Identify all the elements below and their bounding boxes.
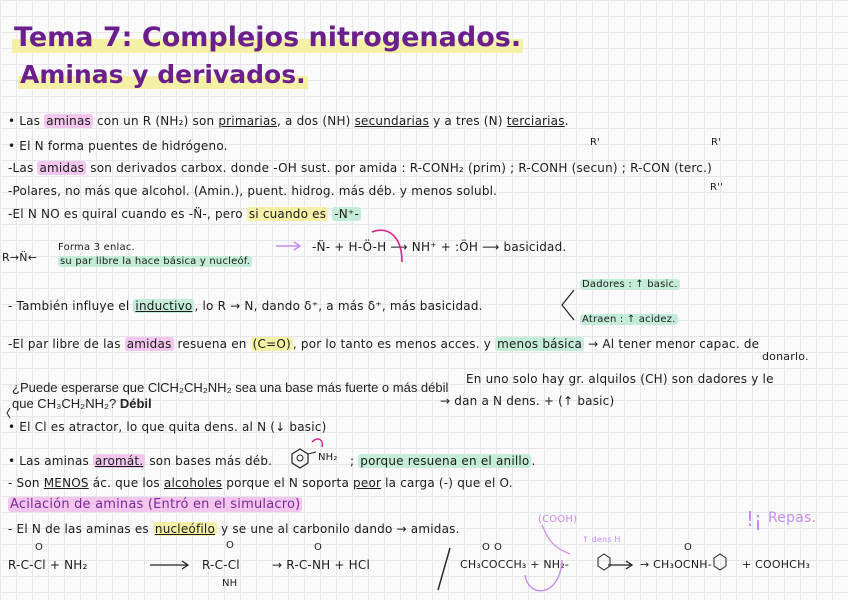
highlight-amidas: amidas (126, 337, 172, 351)
highlight-par-libre: su par libre la hace básica y nucleóf. (60, 256, 251, 267)
highlight-dadores: Dadores : ↑ basic. (582, 279, 678, 290)
basicity-equation: -N̈- + H-Ö-H ⟶ NH⁺ + :ÖH ⟶ basicidad. (312, 240, 567, 254)
repas-label: Repas. (768, 510, 817, 526)
highlight-amidas: amidas (39, 161, 85, 175)
carbonyl-o: O (314, 542, 323, 553)
text: , a dos (NH) (276, 114, 355, 128)
term-menos: MENOS (43, 476, 89, 490)
substituent-label: R'' (710, 182, 724, 193)
benzene-nh2-label: NH₂ (318, 452, 338, 463)
note-line-4: -Polares, no más que alcohol. (Amin.), puent. hidrog. más déb. y menos solubl. (8, 184, 498, 198)
anhydride-o: O (482, 542, 491, 553)
highlight-inductivo: inductivo (135, 299, 193, 313)
text: la carga (-) que el O. (381, 476, 513, 490)
proton-arrow-icon (542, 525, 570, 554)
title-line-2: Aminas y derivados. (20, 60, 306, 89)
text: , lo R → N, dando δ⁺, a más δ⁺, más basicidad. (194, 299, 483, 313)
text: resuena en (173, 337, 251, 351)
benzene-inner-icon (297, 455, 303, 461)
side-note-2: → dan a N dens. + (↑ basic) (440, 394, 615, 408)
amine-structure: R→N̈← (2, 251, 38, 264)
text: y se une al carbonilo dando → amidas. (217, 522, 460, 536)
term-peor: peor (353, 476, 382, 490)
text: y a tres (N) (429, 114, 507, 128)
text: → Al tener menor capac. de (584, 337, 760, 351)
benzene-ring-icon (292, 449, 308, 468)
product-o: O (684, 542, 693, 553)
text: . (531, 454, 536, 468)
reaction-arrow-icon (150, 561, 188, 569)
text: son bases más déb. (145, 454, 273, 468)
text: -Las (8, 161, 38, 175)
text: ; (350, 454, 359, 468)
question-text: que CH₃CH₂NH₂? (12, 396, 117, 411)
carbonyl-o: O (226, 540, 235, 551)
highlight-heading: Acilación de aminas (Entró en el simulacro) (10, 497, 301, 512)
note-line-2: • El N forma puentes de hidrógeno. (8, 139, 228, 153)
text: -El N NO es quiral cuando es -N̈-, pero (8, 207, 247, 221)
text: , por lo tanto es menos acces. y (292, 337, 496, 351)
text: - El N de las aminas es (8, 522, 153, 536)
highlight-nucleofilo: nucleófilo (154, 522, 215, 536)
text: . (564, 114, 569, 128)
exclamation-icon: !¡ (746, 507, 763, 531)
benzene-ring-icon (598, 554, 610, 570)
side-note-1: En uno solo hay gr. alquilos (CH) son dadores y le (466, 372, 774, 386)
substituent-label: R' (711, 137, 722, 148)
highlight-aromat: aromát. (95, 454, 144, 468)
curved-arrow-icon (372, 230, 402, 262)
highlight-atraen: Atraen : ↑ acidez. (582, 314, 676, 325)
text: • Las (8, 114, 45, 128)
text: son derivados carbox. donde -OH sust. por amida : R-CONH₂ (prim) ; R-CONH (secun) ; R-CON (terc.) (86, 161, 712, 175)
highlight-menos-basica: menos básica (497, 337, 583, 351)
arrow-icon (276, 242, 300, 250)
term-secundarias: secundarias (354, 114, 430, 128)
text: - Son (8, 476, 44, 490)
acetic-acid-product: + COOHCH₃ (742, 558, 811, 571)
reaction-arrow-icon (608, 561, 632, 569)
text: con un R (NH₂) son (93, 114, 219, 128)
question-line-1: ¿Puede esperarse que ClCH₂CH₂NH₂ sea una base más fuerte o más débil (12, 380, 449, 395)
benzene-ring-icon (714, 554, 726, 570)
note-line-9: • El Cl es atractor, lo que quita dens. al N (↓ basic) (8, 420, 327, 434)
anhydride-reaction: CH₃COCCH₃ + NH₂- (460, 558, 570, 571)
nucleophile-arrow-icon (525, 560, 562, 591)
dens-h-label: ↑ dens H (582, 535, 621, 544)
reaction-intermediate: R-C-Cl (202, 558, 240, 572)
acetanilide-product: → CH₃OCNH- (640, 558, 712, 571)
reaction-reactants: R-C-Cl + NH₂ (8, 558, 88, 572)
cooh-label: (COOH) (538, 514, 578, 525)
highlight-resuena: porque resuena en el anillo (360, 454, 530, 468)
term-alcoholes: alcoholes (163, 476, 223, 490)
answer-debil: Débil (119, 396, 152, 411)
separator-slash-icon (438, 548, 450, 590)
carbonyl-o: O (35, 542, 44, 553)
intermediate-nh: NH (222, 578, 238, 589)
bond-icon (308, 452, 316, 454)
resonance-arrow-icon (312, 439, 322, 447)
substituent-label: R' (590, 137, 601, 148)
text: ác. que los (88, 476, 164, 490)
term-terciarias: terciarias (506, 114, 565, 128)
note-line-8b: donarlo. (762, 350, 809, 363)
term-primarias: primarias (218, 114, 277, 128)
text: porque el N soporta (222, 476, 354, 490)
highlight-n-plus: -N⁺- (334, 207, 359, 221)
text: • Las aminas (8, 454, 94, 468)
text: - También influye el (8, 299, 134, 313)
highlight-aminas: aminas (46, 114, 91, 128)
bracket-icon (7, 408, 10, 418)
highlight-si-cuando: si cuando es (248, 207, 327, 221)
brace-icon (562, 290, 574, 320)
anhydride-o: O (494, 542, 503, 553)
highlight-co: (C=O) (252, 337, 291, 351)
text: -El par libre de las (8, 337, 125, 351)
title-line-1: Tema 7: Complejos nitrogenados. (14, 22, 522, 53)
reaction-products: → R-C-NH + HCl (272, 558, 370, 572)
note-forma-3-enlaces: Forma 3 enlac. (58, 242, 135, 253)
